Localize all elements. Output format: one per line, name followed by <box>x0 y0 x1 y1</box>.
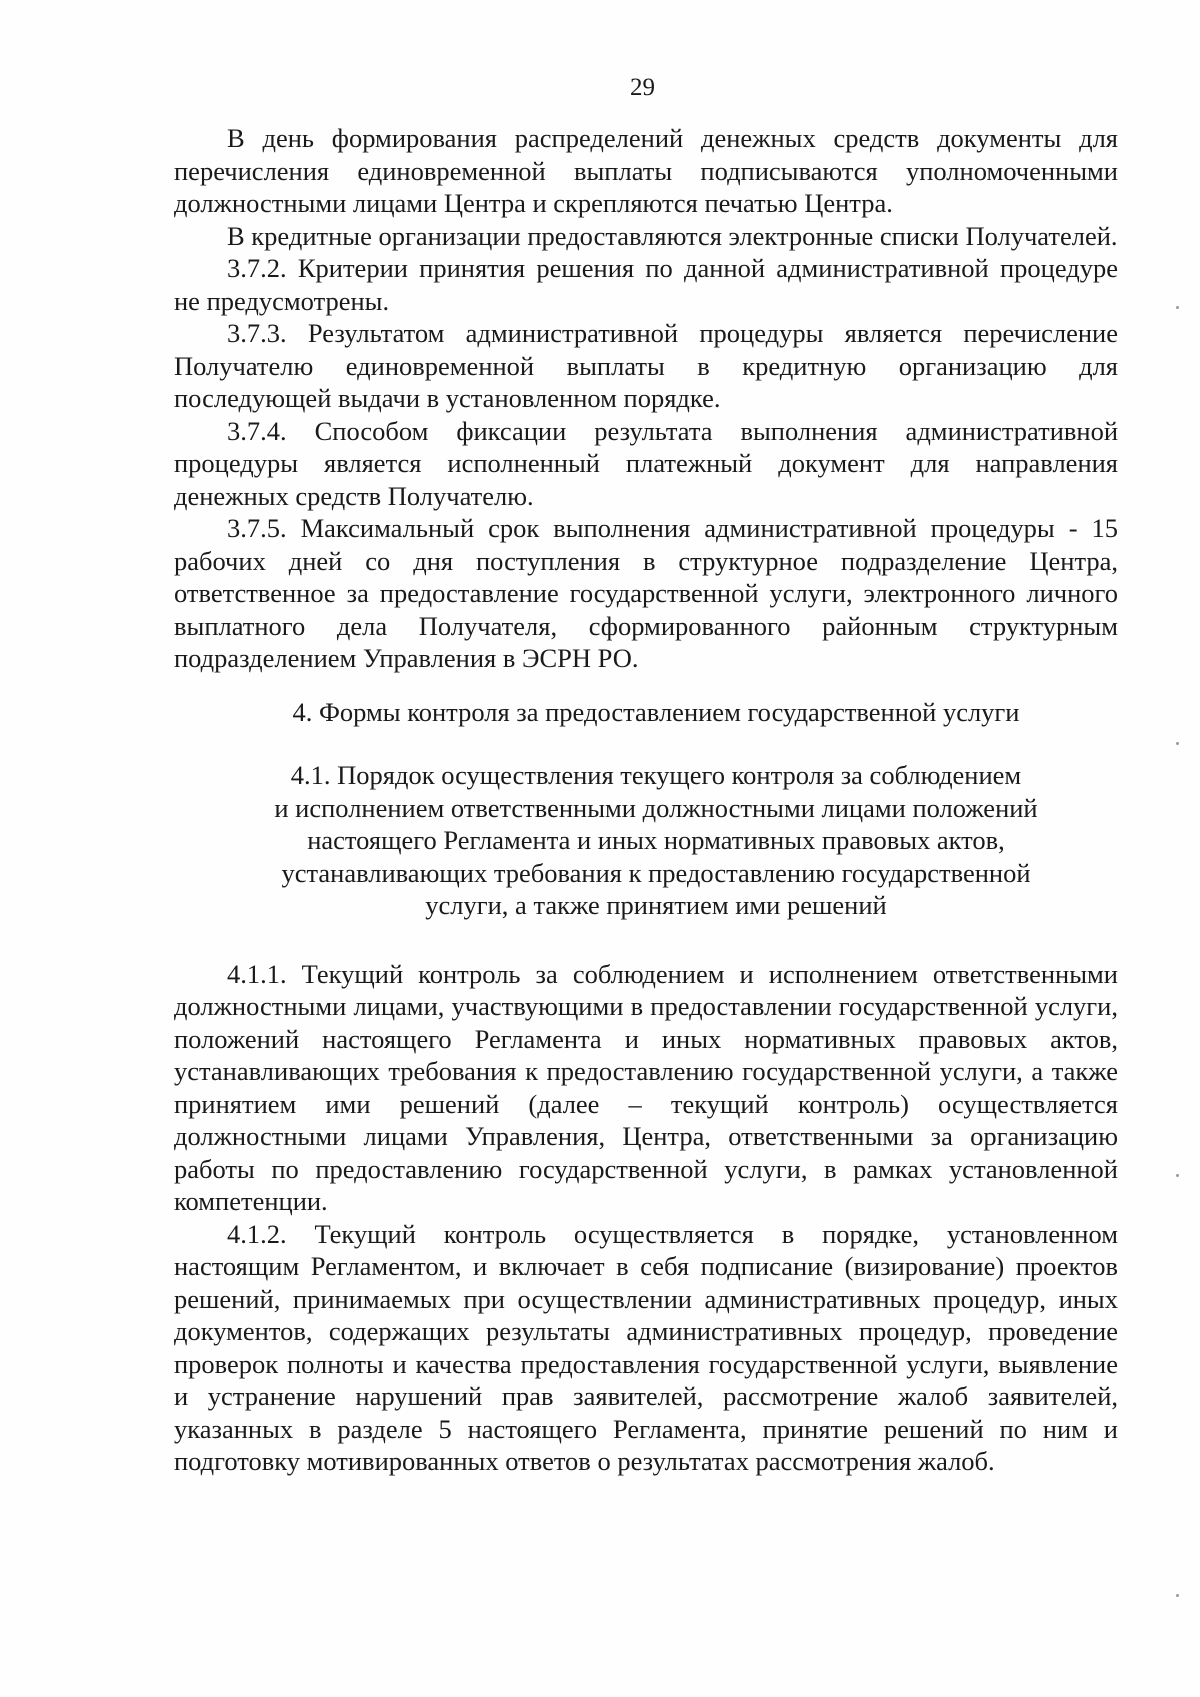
subsection-heading-line: 4.1. Порядок осуществления текущего контроля за соблюдением <box>290 760 1022 790</box>
paragraph-4-1-1: 4.1.1. Текущий контроль за соблюдением и исполнением ответственными должностными лицами, участвующими в предоставлении государственной услуги, положений настоящего Регламента и иных нормативных правовых актов, устанавливающих требования к предоставлению государственной услуги, а также принятием ими решений (далее – текущий контроль) осуществляется должностными лицами Управления, Центра, ответственными за организацию работы по предоставлению государственной услуги, в рамках установленной компетенции. <box>174 958 1118 1216</box>
scan-speck <box>1176 1594 1179 1597</box>
paragraph-3-7-5: 3.7.5. Максимальный срок выполнения административной процедуры - 15 рабочих дней со дня поступления в структурное подразделение Центра, ответственное за предоставление государственной услуги, электронного личного выплатного дела Получателя, сформированного районным структурным подразделением Управления в ЭСРН РО. <box>174 513 1118 673</box>
paragraph-3-7-4: 3.7.4. Способом фиксации результата выполнения административной процедуры является исполненный платежный документ для направления денежных средств Получателю. <box>174 415 1118 511</box>
paragraph-4-1-2: 4.1.2. Текущий контроль осуществляется в порядке, установленном настоящим Регламентом, и включает в себя подписание (визирование) проектов решений, принимаемых при осуществлении административных процедур, иных документов, содержащих результаты административных процедур, проведение проверок полноты и качества предоставления государственной услуги, выявление и устранение нарушений прав заявителей, рассмотрение жалоб заявителей, указанных в разделе 5 настоящего Регламента, принятие решений по ним и подготовку мотивированных ответов о результатах рассмотрения жалоб. <box>174 1218 1118 1476</box>
subsection-heading-line: устанавливающих требования к предоставлению государственной <box>281 857 1031 888</box>
section-heading-4: 4. Формы контроля за предоставлением государственной услуги <box>292 696 1020 727</box>
subsection-heading-4-1 <box>174 759 1118 922</box>
subsection-heading-line: и исполнением ответственными должностными лицами положений <box>274 792 1038 823</box>
paragraph-distribution-day: В день формирования распределений денежных средств документы для перечисления единовременной выплаты подписываются уполномоченными должностными лицами Центра и скрепляются печатью Центра. <box>174 123 1118 218</box>
paragraph-3-7-3: 3.7.3. Результатом административной процедуры является перечисление Получателю единовременной выплаты в кредитную организацию для последующей выдачи в установленном порядке. <box>174 318 1118 413</box>
document-body <box>174 122 1118 1478</box>
scan-speck <box>1176 306 1179 309</box>
subsection-heading-line: услуги, а также принятием ими решений <box>425 890 887 920</box>
paragraph-credit-organizations: В кредитные организации предоставляются электронные списки Получателей. <box>227 220 1118 251</box>
scan-speck <box>1176 742 1179 745</box>
page-number: 29 <box>630 74 655 101</box>
paragraph-3-7-2: 3.7.2. Критерии принятия решения по данной административной процедуре не предусмотрены. <box>174 253 1118 316</box>
subsection-heading-line: настоящего Регламента и иных нормативных правовых актов, <box>307 825 1005 855</box>
scan-speck <box>1176 1174 1179 1177</box>
